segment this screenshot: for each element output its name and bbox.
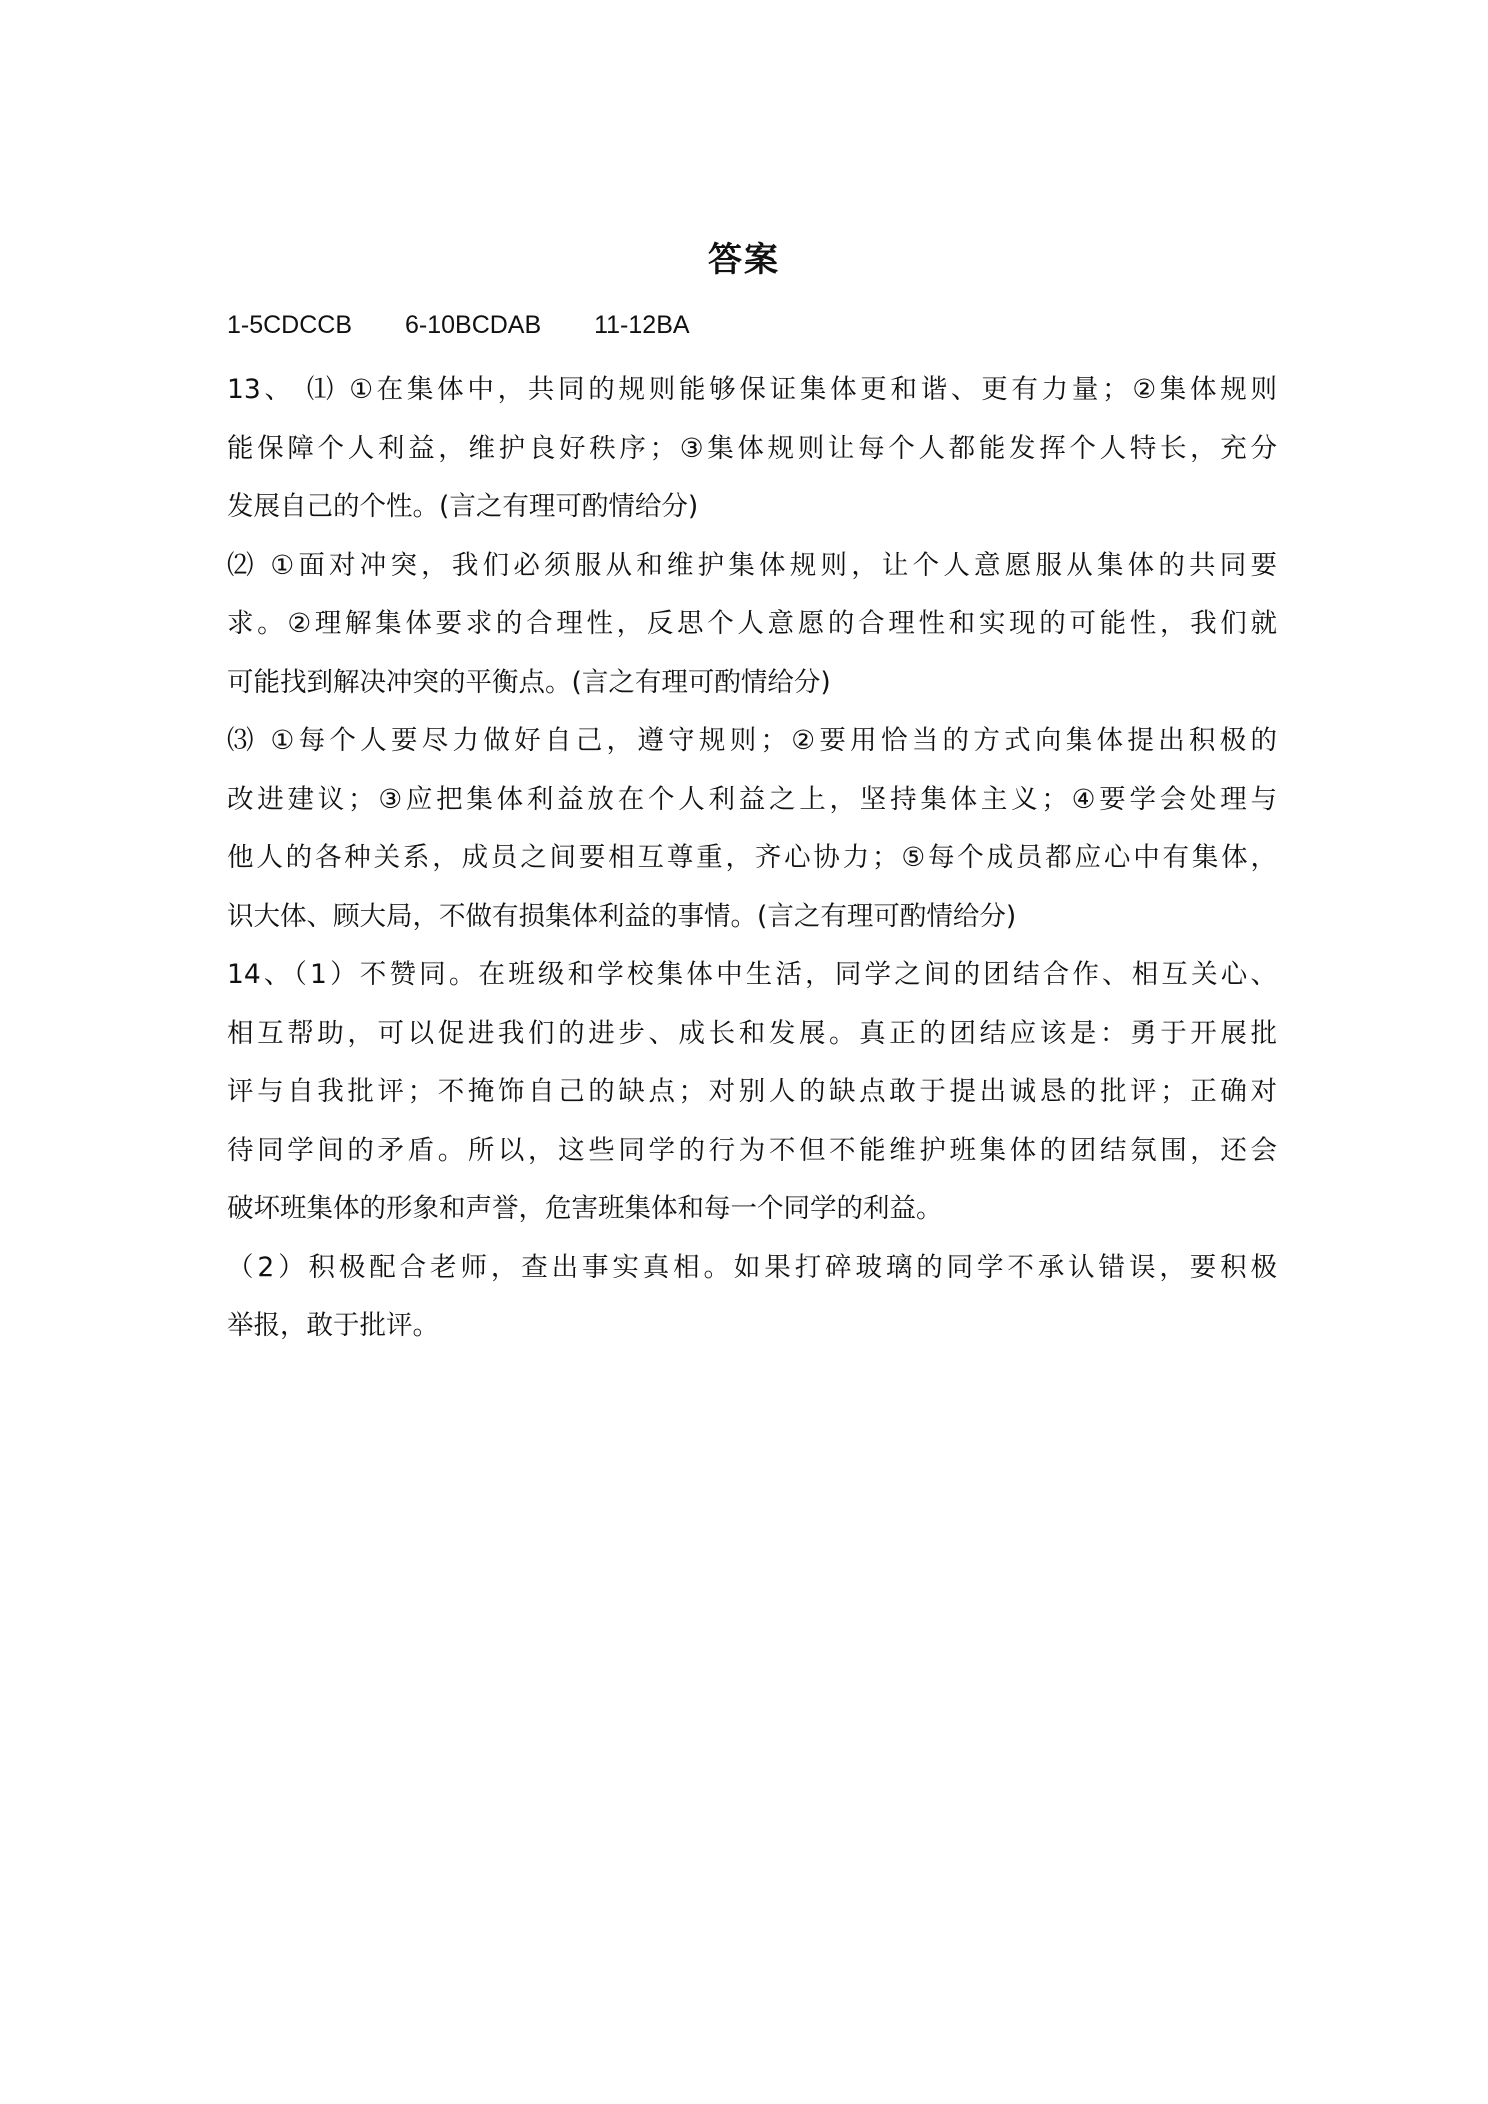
document-title: 答案 [708,240,780,280]
text-line: 破坏班集体的形象和声誉，危害班集体和每一个同学的利益。 [227,1193,943,1224]
text-line: （2）积极配合老师，查出事实真相。如果打碎玻璃的同学不承认错误，要积极 [227,1251,1277,1283]
text-line: 相互帮助，可以促进我们的进步、成长和发展。真正的团结应该是：勇于开展批 [227,1017,1277,1049]
text-line: 待同学间的矛盾。所以，这些同学的行为不但不能维护班集体的团结氛围，还会 [227,1134,1277,1166]
text-line: 14、（1）不赞同。在班级和学校集体中生活，同学之间的团结合作、相互关心、 [227,959,1277,990]
text-line: 求。②理解集体要求的合理性，反思个人意愿的合理性和实现的可能性，我们就 [227,608,1277,639]
text-line: 改进建议；③应把集体利益放在个人利益之上，坚持集体主义；④要学会处理与 [227,783,1277,815]
multiple-choice-answers [227,305,1277,345]
text-line: ⑵ ①面对冲突，我们必须服从和维护集体规则，让个人意愿服从集体的共同要 [227,549,1277,581]
text-line: 识大体、顾大局，不做有损集体利益的事情。(言之有理可酌情给分) [227,900,1017,932]
text-line: 13、 ⑴ ①在集体中，共同的规则能够保证集体更和谐、更有力量；②集体规则 [227,374,1277,405]
text-line: 能保障个人利益，维护良好秩序；③集体规则让每个人都能发挥个人特长，充分 [227,432,1277,464]
text-line: 可能找到解决冲突的平衡点。(言之有理可酌情给分) [227,666,831,698]
text-line: 他人的各种关系，成员之间要相互尊重，齐心协力；⑤每个成员都应心中有集体， [227,842,1277,873]
answer-group-1-5: 1-5CDCCB [227,311,353,339]
answer-group-6-10: 6-10BCDAB [404,311,542,339]
text-line: ⑶ ①每个人要尽力做好自己，遵守规则；②要用恰当的方式向集体提出积极的 [227,725,1277,756]
answer-group-11-12: 11-12BA [594,311,690,339]
answer-content [227,305,1277,1356]
text-line: 发展自己的个性。(言之有理可酌情给分) [227,491,699,522]
text-line: 评与自我批评；不掩饰自己的缺点；对别人的缺点敢于提出诚恳的批评；正确对 [227,1076,1277,1107]
text-line: 举报，敢于批评。 [227,1310,439,1341]
